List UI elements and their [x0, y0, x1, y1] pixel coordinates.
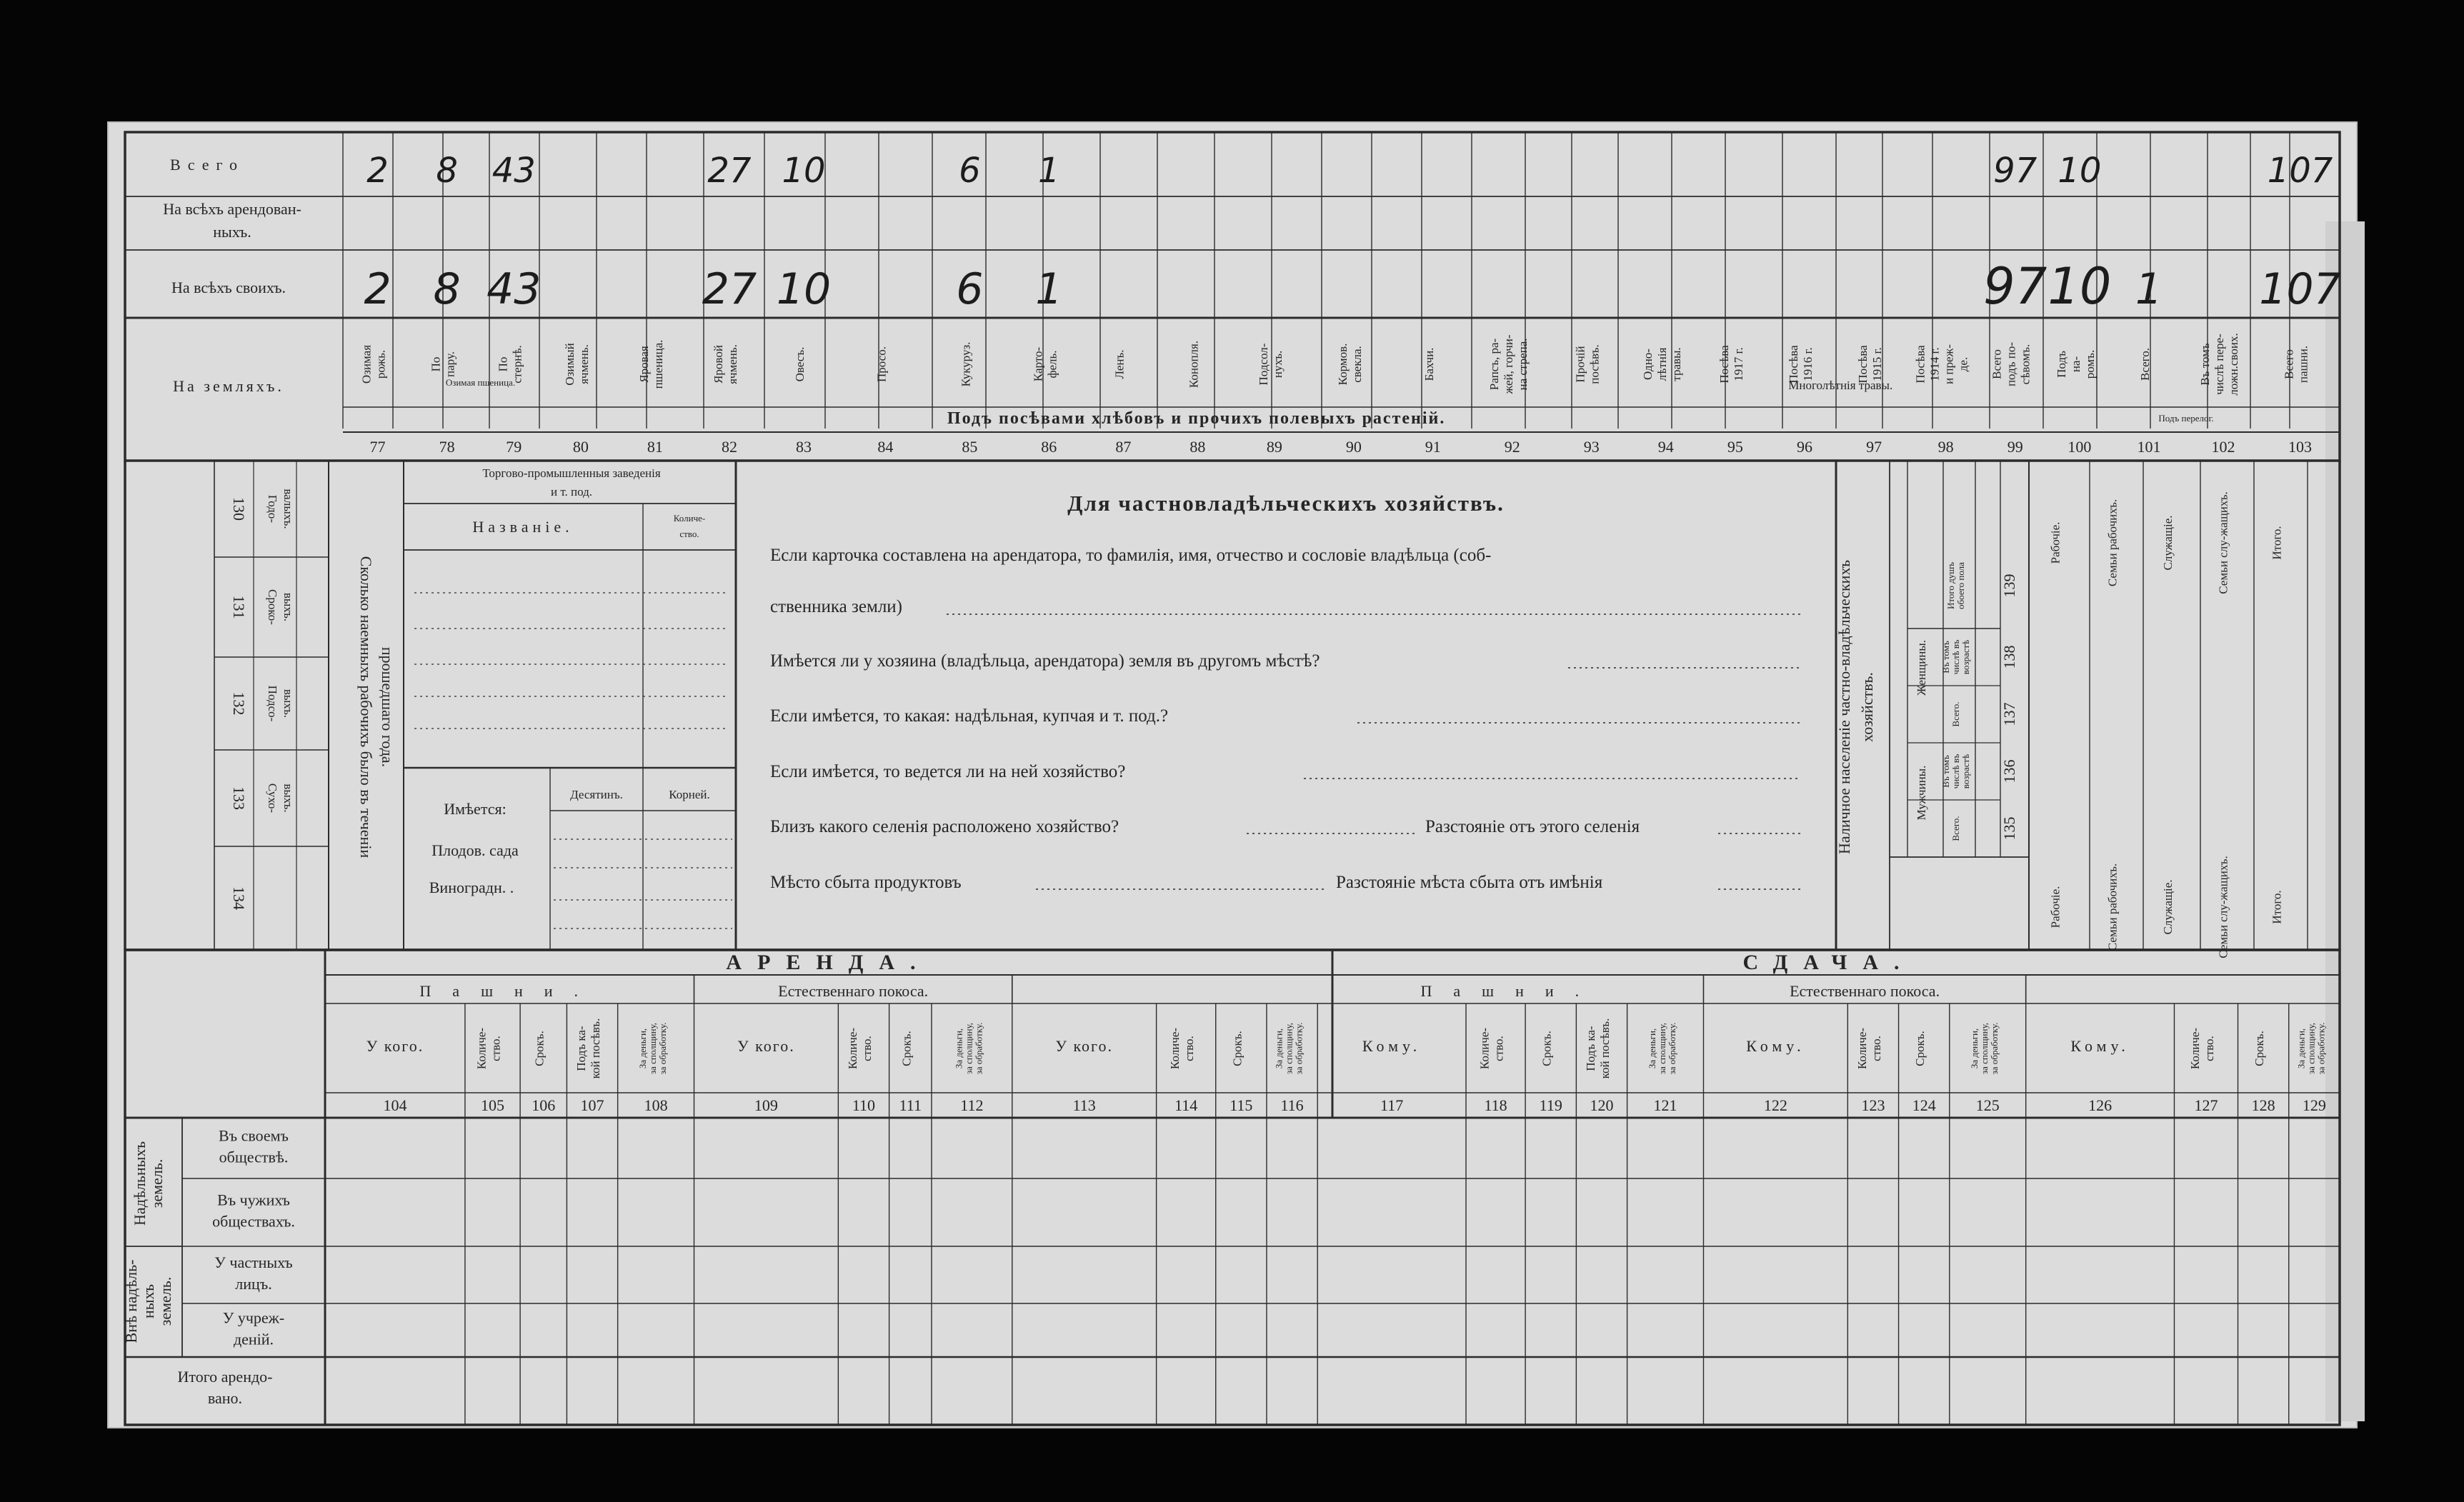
workers-label: прошедшаго года.	[379, 646, 396, 768]
trade-qty-header: ство.	[679, 529, 699, 539]
has-label: Имѣется:	[444, 800, 507, 818]
lease-total-label: Итого арендо-	[177, 1368, 273, 1386]
right-col-header: Рабочіе.	[2048, 521, 2063, 564]
lease-col-header: За деньги,	[953, 1028, 964, 1069]
row-label-leased: На всѣхъ арендован-	[163, 200, 301, 218]
crop-column-header: 1915 г.	[1870, 347, 1885, 381]
lease-col-number: 122	[1763, 1096, 1787, 1114]
crop-column-header: Посѣва	[1913, 345, 1927, 384]
crop-column-header: сѣвомъ.	[2018, 344, 2032, 385]
crop-column-number: 92	[1504, 438, 1520, 456]
private-title: Для частновладѣльческихъ хозяйствъ.	[1067, 491, 1505, 516]
right-col-header: Семьи рабочихъ.	[2105, 499, 2120, 587]
crop-column-header: Всего	[1990, 349, 2004, 379]
crop-column-header: числѣ пере-	[2213, 334, 2227, 395]
population-col-label: возрастѣ	[1960, 753, 1971, 789]
lease-col-number: 108	[644, 1096, 668, 1114]
lease-col-header: за сполщину,	[2305, 1022, 2317, 1075]
fallow-group-label: Подъ перелог.	[2158, 413, 2214, 424]
crop-column-header: Всего	[2282, 349, 2296, 379]
population-col-label: числѣ въ	[1950, 639, 1961, 675]
lease-col-header: Срокъ.	[899, 1031, 914, 1066]
question-market-distance: Разстояніе мѣста сбыта отъ имѣнія	[1336, 873, 1603, 892]
lease-col-number: 114	[1174, 1096, 1198, 1114]
crop-column-number: 98	[1937, 438, 1954, 456]
crop-column-number: 91	[1425, 438, 1441, 456]
crop-column-header: Всего.	[2138, 348, 2152, 381]
total-value: 97	[1993, 151, 2037, 191]
men-label: Мужчины.	[1915, 765, 1928, 821]
form-text	[122, 151, 2341, 1407]
cattle-label: выхъ.	[281, 689, 295, 719]
lease-col-number: 124	[1912, 1096, 1936, 1114]
population-col-label: Всего.	[1950, 816, 1961, 841]
crop-column-header: рожь.	[374, 349, 388, 379]
wheat-group-label: Озимая пшеница.	[445, 377, 516, 388]
lease-group-label: земель.	[148, 1158, 166, 1208]
question-other-land: Имѣется ли у хозяина (владѣльца, арендатора) земля въ другомъ мѣстѣ?	[770, 651, 1320, 671]
total-value: 27	[707, 151, 752, 191]
crop-column-header: Бахчи.	[1422, 347, 1436, 381]
crop-column-number: 103	[2288, 438, 2313, 456]
lease-col-header: За деньги,	[1969, 1028, 1980, 1069]
population-number: 135	[2000, 816, 2018, 841]
question-village: Близъ какого селенія расположено хозяйство?	[770, 817, 1119, 836]
crop-column-header: ячмень.	[577, 344, 591, 384]
crop-column-header: Посѣва	[1856, 345, 1870, 384]
lease-col-header: за сполщину,	[1283, 1022, 1295, 1075]
lease-col-header: Срокъ.	[1230, 1031, 1245, 1066]
crop-column-header: Въ томъ	[2198, 343, 2213, 386]
crop-column-number: 89	[1266, 438, 1282, 456]
crop-column-header: подъ по-	[2004, 341, 2018, 387]
lease-col-header: кой посѣвъ.	[589, 1018, 603, 1079]
pokos-label-arenda: Естественнаго покоса.	[778, 982, 929, 1000]
cattle-label: Подсо-	[266, 685, 279, 722]
crop-column-header: ромъ.	[2083, 349, 2097, 379]
has-col-header: Корней.	[669, 788, 710, 801]
crop-column-header: Озимая	[359, 344, 374, 384]
lease-col-number: 117	[1380, 1096, 1404, 1114]
right-col-header: Семьи слу-жащихъ.	[2216, 491, 2230, 594]
population-col-label: Всего.	[1950, 701, 1961, 727]
right-col-footer: Семьи слу-жащихъ.	[2216, 856, 2230, 958]
own-value: 8	[433, 264, 461, 314]
lease-col-header: За деньги,	[637, 1028, 649, 1069]
lease-col-header: Количе-	[2188, 1027, 2202, 1070]
crop-column-header: посѣвъ.	[1587, 344, 1602, 384]
lease-col-number: 118	[1484, 1096, 1507, 1114]
total-value: 43	[492, 151, 536, 191]
lease-col-header: Срокъ.	[2253, 1031, 2267, 1066]
trade-title: Торгово-промышленныя заведенія	[482, 466, 661, 480]
total-value: 6	[959, 151, 981, 191]
lease-col-header: Кому.	[2070, 1037, 2130, 1055]
lease-col-header: Подъ ка-	[1583, 1026, 1597, 1071]
trade-name-header: Названіе.	[472, 518, 574, 536]
crop-column-number: 102	[2211, 438, 2235, 456]
crop-column-header: Подъ	[2054, 351, 2068, 378]
own-value: 6	[956, 264, 984, 314]
lease-col-number: 109	[754, 1096, 778, 1114]
crop-column-number: 81	[647, 438, 663, 456]
row-label-total: Всего	[170, 156, 244, 174]
crop-column-header: Прочій	[1573, 346, 1587, 383]
lease-col-number: 105	[481, 1096, 505, 1114]
population-col-label: обоего пола	[1955, 562, 1966, 609]
lease-col-header: Срокъ.	[1540, 1031, 1554, 1066]
question-farming: Если имѣется, то ведется ли на ней хозяйство?	[770, 762, 1126, 781]
population-number: 138	[2000, 645, 2018, 669]
crop-column-header: ложн.своих.	[2227, 333, 2241, 396]
lease-col-header: за сполщину,	[1657, 1022, 1668, 1075]
own-value: 10	[2047, 257, 2112, 316]
cattle-number: 130	[230, 497, 248, 521]
lease-col-header: Срокъ.	[532, 1031, 547, 1066]
crop-column-number: 100	[2068, 438, 2092, 456]
crop-column-header: свекла.	[1350, 346, 1364, 383]
lease-col-number: 127	[2194, 1096, 2218, 1114]
trade-title: и т. под.	[550, 485, 593, 499]
own-value: 97	[1983, 257, 2047, 316]
crop-column-header: Яровой	[711, 345, 725, 384]
lease-row-label: обществѣ.	[219, 1148, 289, 1166]
population-title: Наличное населеніе частно-владѣльческихъ	[1835, 560, 1853, 854]
total-value: 8	[436, 151, 458, 191]
crop-column-header: Рапсъ, ра-	[1487, 338, 1501, 391]
cattle-number: 132	[230, 691, 248, 716]
lease-col-number: 126	[2088, 1096, 2113, 1114]
lease-col-number: 120	[1590, 1096, 1614, 1114]
crop-column-header: Яровая	[637, 346, 651, 383]
lease-col-number: 113	[1072, 1096, 1096, 1114]
lease-col-number: 121	[1653, 1096, 1677, 1114]
cattle-label: Сроко-	[266, 589, 279, 625]
cattle-label: выхъ.	[281, 592, 295, 622]
crop-column-header: По	[496, 356, 510, 372]
crop-column-number: 97	[1866, 438, 1882, 456]
lease-col-number: 129	[2302, 1096, 2326, 1114]
lease-col-number: 111	[899, 1096, 922, 1114]
crop-column-header: ячмень.	[725, 344, 739, 384]
crop-column-header: Одно-	[1640, 349, 1655, 380]
lease-col-header: Кому.	[1746, 1037, 1805, 1055]
lease-col-header: за обработку.	[973, 1022, 984, 1075]
crop-column-header: Овесъ.	[793, 346, 807, 382]
total-value: 10	[2058, 151, 2102, 191]
crop-column-number: 96	[1796, 438, 1812, 456]
crop-column-number: 77	[369, 438, 386, 456]
lease-col-header: за обработку.	[2315, 1022, 2327, 1075]
lease-total-label: вано.	[207, 1389, 243, 1407]
lease-group-label: Внѣ надѣль-	[122, 1259, 140, 1343]
cattle-label: Сухо-	[266, 783, 279, 813]
population-title: хозяйствъ.	[1858, 672, 1876, 742]
cattle-label: Годо-	[266, 494, 279, 524]
lease-col-header: за обработку.	[1667, 1022, 1678, 1075]
lease-col-header: за обработку.	[1293, 1022, 1305, 1075]
crop-column-header: лѣтнія	[1655, 347, 1669, 381]
crop-column-header: нухъ.	[1270, 350, 1285, 379]
own-value: 1	[2135, 264, 2163, 314]
own-value: 27	[702, 264, 757, 314]
lease-frame	[125, 950, 2340, 1425]
row-label-own: На всѣхъ своихъ.	[171, 279, 286, 296]
crop-column-header: Конопля.	[1187, 340, 1201, 389]
lease-col-header: за обработку.	[1989, 1022, 2000, 1075]
crop-column-number: 93	[1583, 438, 1600, 456]
crop-column-number: 101	[2137, 438, 2161, 456]
lease-group-label: ныхъ	[139, 1283, 157, 1319]
population-col-label: Въ томъ	[1940, 755, 1951, 788]
crop-column-number: 94	[1657, 438, 1674, 456]
lease-col-number: 104	[383, 1096, 407, 1114]
population-col-label: числѣ въ	[1950, 753, 1961, 789]
question-owner: Если карточка составлена на арендатора, то фамилія, имя, отчество и сословіе владѣльца (соб-	[770, 546, 1492, 565]
lease-col-header: За деньги,	[1647, 1028, 1658, 1069]
lease-col-header: ство.	[1492, 1036, 1506, 1061]
women-label: Женщины.	[1915, 640, 1928, 696]
crop-column-header: травы.	[1669, 347, 1683, 381]
lease-col-header: За деньги,	[1273, 1028, 1285, 1069]
crop-column-header: пару.	[443, 351, 457, 377]
crop-column-header: Посѣва	[1717, 345, 1731, 384]
crop-column-number: 84	[877, 438, 894, 456]
question-distance: Разстояніе отъ этого селенія	[1425, 817, 1640, 836]
crop-column-number: 78	[439, 438, 455, 456]
crop-column-number: 80	[572, 438, 589, 456]
crop-column-header: По	[429, 356, 443, 372]
right-col-footer: Семьи рабочихъ.	[2105, 863, 2120, 951]
own-value: 2	[364, 264, 391, 314]
lease-col-number: 110	[852, 1096, 876, 1114]
lease-col-header: Количе-	[1855, 1027, 1869, 1070]
total-value: 1	[1038, 151, 1060, 191]
crop-column-header: 1916 г.	[1800, 347, 1815, 381]
crops-banner: Подъ посѣвами хлѣбовъ и прочихъ полевыхъ растеній.	[947, 409, 1446, 428]
total-value: 10	[782, 151, 826, 191]
lease-group-label: земель.	[156, 1276, 174, 1326]
question-land-type: Если имѣется, то какая: надѣльная, купчая и т. под.?	[770, 706, 1169, 726]
lease-row-label: Въ своемъ	[219, 1126, 289, 1145]
total-value: 107	[2267, 151, 2333, 191]
crop-column-header: на-	[2068, 356, 2083, 373]
crop-column-number: 86	[1041, 438, 1057, 456]
row-label-leased: ныхъ.	[213, 223, 251, 241]
lease-row-label: У частныхъ	[214, 1253, 293, 1271]
lease-col-header: Срокъ.	[1913, 1031, 1927, 1066]
lease-col-header: Количе-	[474, 1027, 489, 1070]
lease-row-label: деній.	[233, 1330, 274, 1348]
lease-col-header: ство.	[859, 1036, 874, 1061]
crop-column-number: 88	[1189, 438, 1206, 456]
trade-qty-header: Количе-	[673, 513, 706, 524]
right-col-footer: Рабочіе.	[2048, 886, 2063, 928]
lease-col-header: ство.	[2202, 1036, 2216, 1061]
crop-column-header: Кормов.	[1335, 343, 1350, 386]
population-number: 136	[2000, 759, 2018, 783]
lease-row-label: обществахъ.	[212, 1212, 295, 1231]
lease-col-number: 128	[2251, 1096, 2275, 1114]
crop-column-number: 83	[796, 438, 812, 456]
has-col-header: Десятинъ.	[570, 788, 623, 801]
lease-row-label: Въ чужихъ	[217, 1191, 290, 1209]
row-label-lands: На земляхъ.	[173, 377, 284, 395]
pokos-label-sdacha: Естественнаго покоса.	[1790, 982, 1940, 1000]
cattle-number: 134	[230, 886, 248, 910]
crop-column-header: Просо.	[874, 346, 889, 382]
population-number: 137	[2000, 702, 2018, 726]
has-row-label: Плодов. сада	[432, 841, 519, 859]
own-value: 1	[1035, 264, 1063, 314]
lease-col-header: Подъ ка-	[574, 1026, 589, 1071]
crop-column-header: и преж-	[1942, 344, 1956, 384]
crop-column-header: пашни.	[2296, 345, 2310, 384]
crop-column-header: Посѣва	[1786, 345, 1800, 384]
lease-col-header: ство.	[1869, 1036, 1883, 1061]
own-value: 107	[2259, 264, 2341, 314]
question-owner: ственника земли)	[770, 597, 902, 616]
right-col-footer: Итого.	[2270, 890, 2284, 924]
sdacha-title: СДАЧА.	[1742, 951, 1915, 974]
right-col-header: Служащіе.	[2161, 515, 2175, 571]
cattle-number: 133	[230, 786, 248, 810]
total-value: 2	[366, 151, 389, 191]
lease-col-number: 116	[1280, 1096, 1304, 1114]
lease-col-number: 107	[580, 1096, 604, 1114]
own-value: 43	[487, 264, 542, 314]
crop-column-number: 99	[2007, 438, 2023, 456]
lease-col-header: За деньги,	[2295, 1028, 2307, 1069]
lease-group-label: Надѣльныхъ	[131, 1141, 149, 1226]
lease-col-number: 125	[1975, 1096, 2000, 1114]
crop-column-number: 82	[721, 438, 737, 456]
lease-col-header: за сполщину,	[647, 1022, 659, 1075]
lease-col-number: 119	[1539, 1096, 1562, 1114]
crop-column-header: 1917 г.	[1731, 347, 1745, 381]
lease-col-number: 106	[532, 1096, 556, 1114]
workers-label: Сколько наемныхъ рабочихъ было въ теченіи	[357, 556, 375, 858]
crop-column-number: 79	[506, 438, 522, 456]
cattle-label: валыхъ.	[281, 489, 295, 529]
crop-column-number: 85	[962, 438, 978, 456]
crop-column-number: 95	[1727, 438, 1743, 456]
lease-col-header: Количе-	[1168, 1027, 1182, 1070]
crop-column-header: фель.	[1045, 350, 1059, 379]
lease-col-header: ство.	[489, 1036, 503, 1061]
crop-column-header: Подсол-	[1256, 343, 1270, 386]
lease-row-label: лицъ.	[235, 1275, 272, 1293]
cattle-number: 131	[230, 595, 248, 619]
lease-col-header: кой посѣвъ.	[1597, 1018, 1612, 1079]
lease-row-label: У учреж-	[222, 1308, 285, 1327]
crop-column-header: пшеница.	[651, 339, 665, 389]
own-value: 10	[776, 264, 832, 314]
right-col-footer: Служащіе.	[2161, 879, 2175, 935]
lease-col-header: Количе-	[845, 1027, 859, 1070]
lease-col-number: 115	[1229, 1096, 1253, 1114]
crop-column-header: на стрепа.	[1515, 338, 1530, 391]
right-col-header: Итого.	[2270, 526, 2284, 560]
pashni-label-arenda: Пашни.	[419, 982, 600, 1000]
lease-col-header: Кому.	[1362, 1037, 1422, 1055]
crop-column-header: жей, горчи-	[1501, 334, 1515, 394]
population-number: 139	[2000, 574, 2018, 598]
population-col-label: возрастѣ	[1960, 639, 1971, 675]
lease-col-header: за обработку.	[657, 1022, 669, 1075]
lease-col-header: за сполщину,	[1979, 1022, 1990, 1075]
pashni-label-sdacha: Пашни.	[1420, 982, 1601, 1000]
crop-column-header: де.	[1956, 356, 1970, 372]
lease-col-header: У кого.	[1055, 1037, 1114, 1055]
lease-col-header: Количе-	[1477, 1027, 1492, 1070]
grass-group-label: Многолѣтнія травы.	[1788, 379, 1893, 392]
lease-col-header: за сполщину,	[963, 1022, 974, 1075]
arenda-title: АРЕНДА.	[726, 951, 932, 974]
crop-column-header: стернѣ.	[510, 345, 524, 384]
crop-column-header: Ленъ.	[1112, 349, 1127, 379]
population-col-label: Въ томъ	[1940, 641, 1951, 674]
lease-col-header: ство.	[1182, 1036, 1197, 1061]
crop-column-header: Кукуруз.	[959, 341, 973, 387]
lease-col-header: У кого.	[366, 1037, 424, 1055]
lease-col-number: 112	[960, 1096, 984, 1114]
crop-column-header: Карто-	[1031, 346, 1045, 382]
lease-col-header: У кого.	[737, 1037, 795, 1055]
has-row-label: Виноградн. .	[429, 878, 514, 896]
crop-column-number: 87	[1115, 438, 1132, 456]
crop-column-header: Озимый	[562, 343, 577, 386]
cattle-label: выхъ.	[281, 783, 295, 813]
population-col-label: Итого душъ	[1945, 561, 1956, 610]
question-market: Мѣсто сбыта продуктовъ	[770, 873, 962, 892]
crop-column-number: 90	[1345, 438, 1362, 456]
lease-col-number: 123	[1861, 1096, 1885, 1114]
crop-column-header: 1914 г.	[1927, 347, 1942, 381]
